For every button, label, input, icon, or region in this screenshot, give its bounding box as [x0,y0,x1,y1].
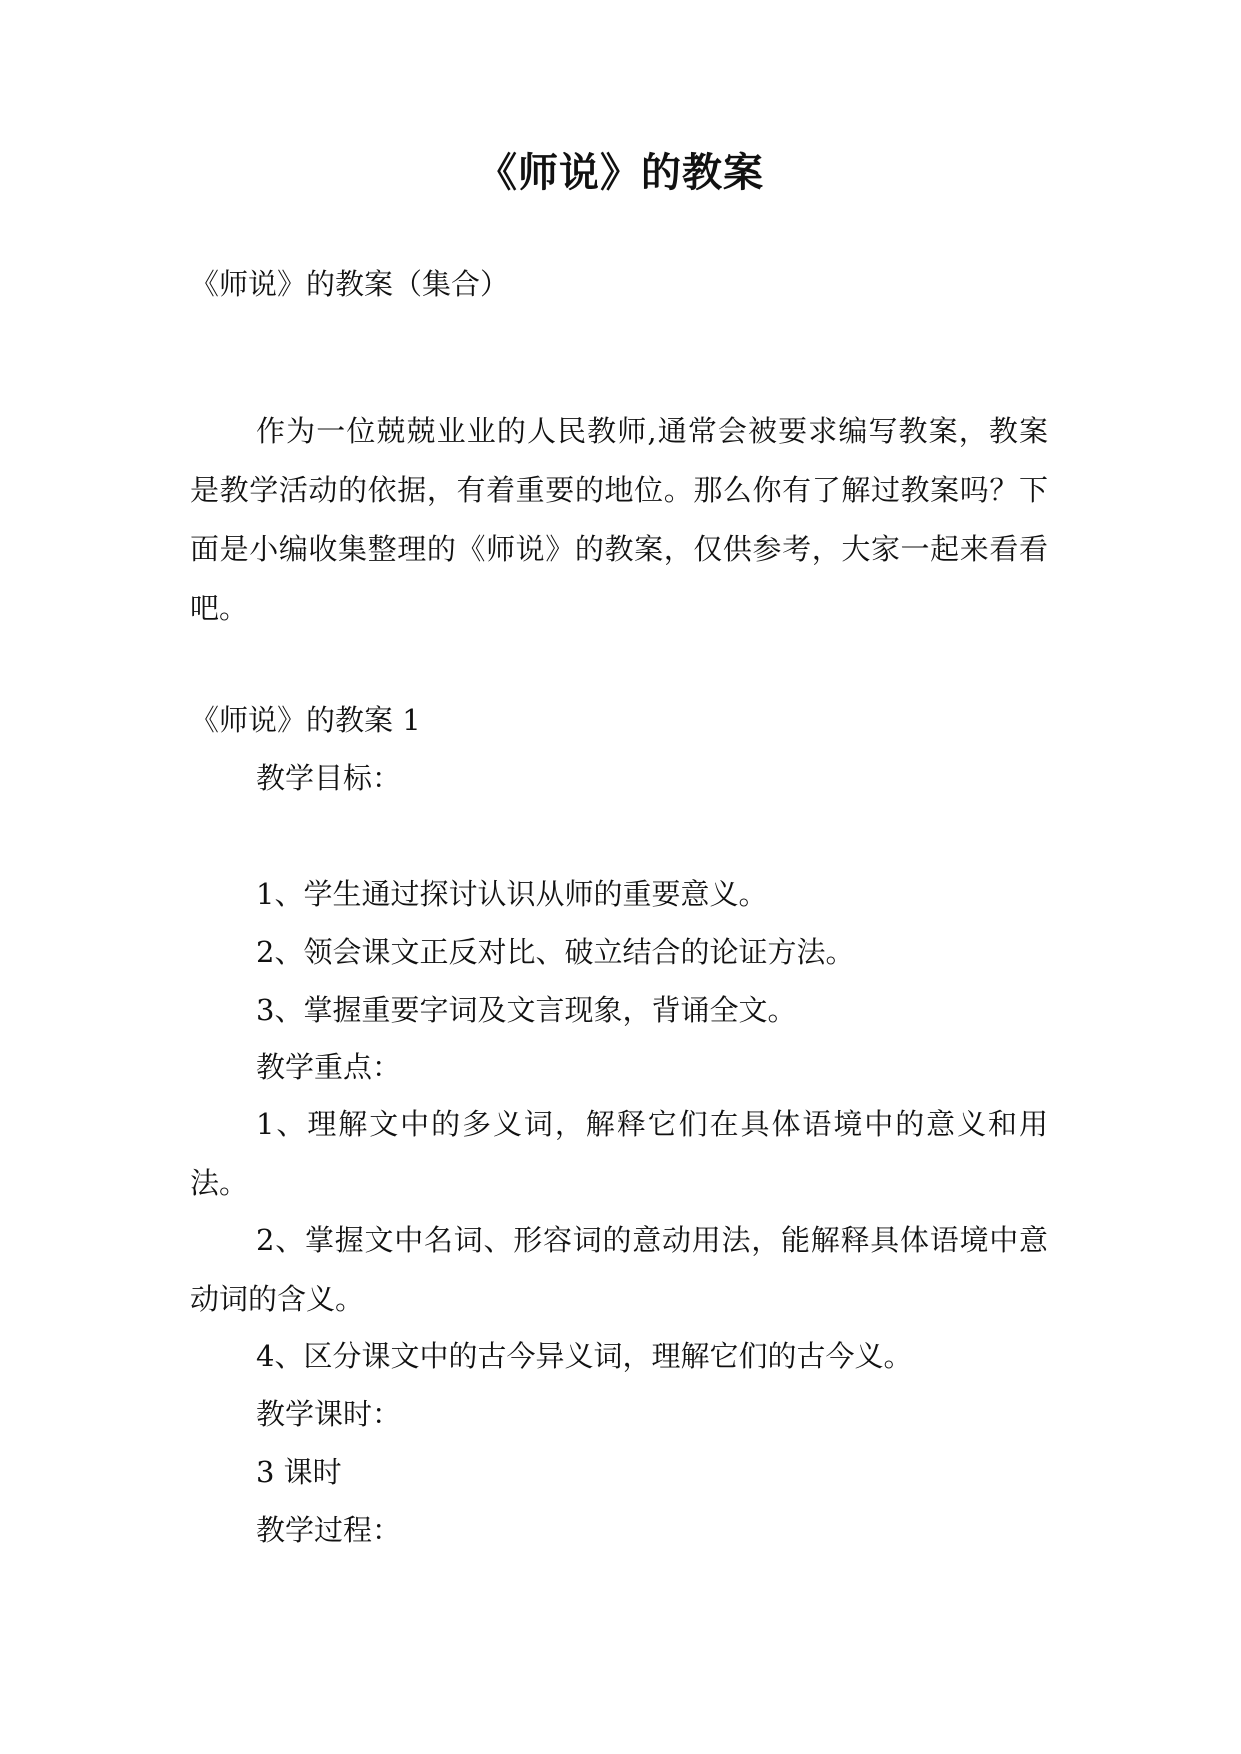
section-heading: 《师说》的教案 1 [190,703,421,737]
document-subtitle: 《师说》的教案（集合） [190,267,510,301]
key-point-item: 2、掌握文中名词、形容词的意动用法，能解释具体语境中意动词的含义。 [190,1223,1048,1316]
key-point-item: 1、理解文中的多义词，解释它们在具体语境中的意义和用法。 [190,1107,1048,1200]
goal-item: 1、学生通过探讨认识从师的重要意义。 [256,877,768,911]
goal-item: 2、领会课文正反对比、破立结合的论证方法。 [256,935,855,969]
process-label: 教学过程： [256,1513,402,1547]
goal-item: 3、掌握重要字词及文言现象，背诵全文。 [256,993,797,1027]
key-point-item: 4、区分课文中的古今异义词，理解它们的古今义。 [256,1339,913,1373]
key-points-label: 教学重点： [256,1050,402,1084]
goals-label: 教学目标： [256,761,402,795]
intro-paragraph: 作为一位兢兢业业的人民教师,通常会被要求编写教案，教案是教学活动的依据，有着重要的地位。那么你有了解过教案吗？下面是小编收集整理的《师说》的教案，仅供参考，大家一起来看看吧。 [190,414,1048,625]
hours-label: 教学课时： [256,1397,402,1431]
hours-value: 3 课时 [256,1455,342,1489]
document-title: 《师说》的教案 [477,150,764,196]
